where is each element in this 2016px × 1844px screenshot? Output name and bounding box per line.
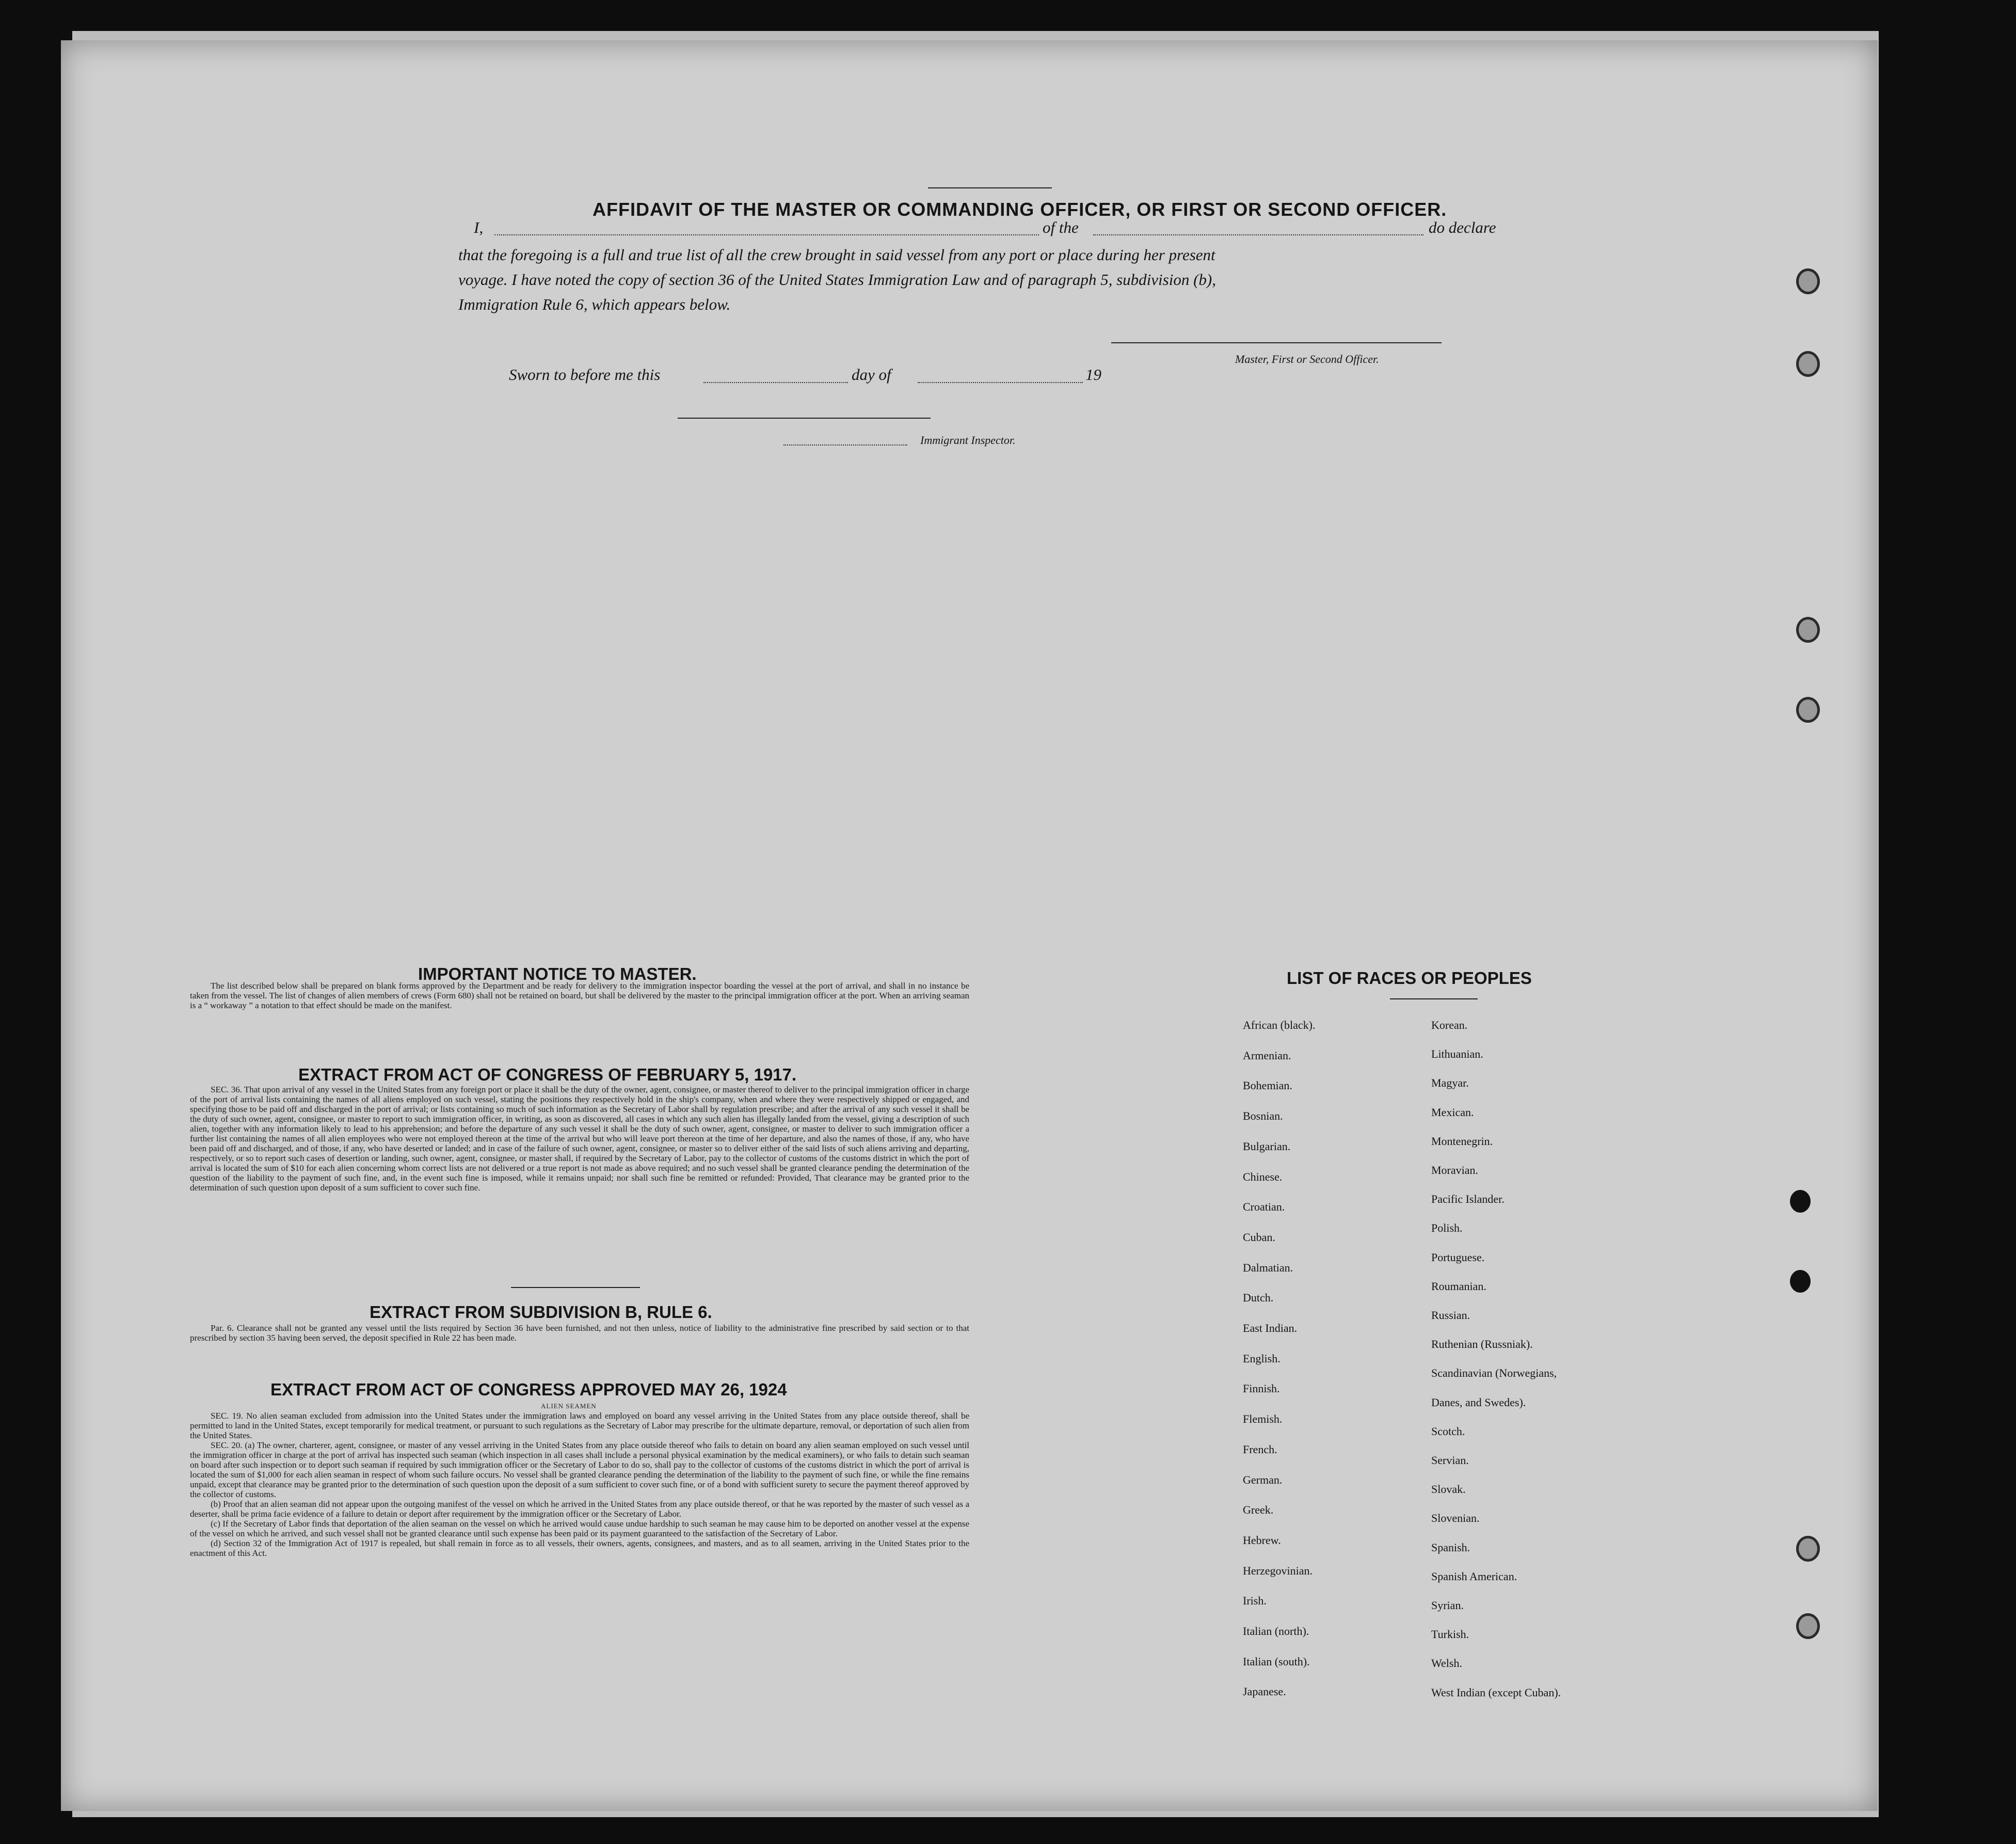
races-underline <box>1390 998 1478 999</box>
sworn-label: Sworn to before me this <box>509 365 661 384</box>
race-item: Russian. <box>1431 1309 1470 1322</box>
affidavit-i-label: I, <box>474 218 484 236</box>
race-item: Dutch. <box>1243 1291 1274 1305</box>
race-item: Finnish. <box>1243 1382 1280 1395</box>
race-item: Bulgarian. <box>1243 1139 1291 1153</box>
race-item: Slovak. <box>1431 1483 1466 1496</box>
day-of-label: day of <box>852 365 891 384</box>
race-item: Greek. <box>1243 1503 1274 1517</box>
extract-1924-subtitle: ALIEN SEAMEN <box>541 1402 597 1410</box>
race-item: Danes, and Swedes). <box>1431 1395 1526 1409</box>
sec-20b-paragraph: (b) Proof that an alien seaman did not appear upon the outgoing manifest of the vessel on which he arrived in the United States from any place outside thereof, or that he was reported by the master of such vessel as a deserter, shall be prima facie evidence of a failure to detain or deport after requirement by the immigration officer or the Secretary of Labor. <box>190 1499 969 1519</box>
affidavit-line-2: that the foregoing is a full and true list of all the crew brought in said vessel from any port or place during her present <box>458 246 1215 264</box>
race-item: French. <box>1243 1442 1277 1456</box>
sec-19-paragraph: SEC. 19. No alien seaman excluded from admission into the United States under the immigration laws and employed on board any vessel arriving in the United States from any place outside thereof, shall be permitted to land in the United States, except temporarily for medical treatment, or pursuant to such regulations as the Secretary of Labor may prescribe for the ultimate departure, removal, or deportation of such alien from the United States. <box>190 1411 969 1440</box>
race-item: Polish. <box>1431 1221 1463 1235</box>
affidavit-line-3: voyage. I have noted the copy of section 36 of the United States Immigration Law and of paragraph 5, subdivision (b), <box>458 271 1216 289</box>
affidavit-title: AFFIDAVIT OF THE MASTER OR COMMANDING OFFICER, OR FIRST OR SECOND OFFICER. <box>593 199 1447 220</box>
race-item: Croatian. <box>1243 1200 1285 1214</box>
race-item: African (black). <box>1243 1019 1316 1031</box>
binder-hole <box>1796 268 1820 294</box>
race-item: Irish. <box>1243 1594 1267 1608</box>
race-item: Montenegrin. <box>1431 1134 1493 1148</box>
binder-hole <box>1796 1536 1820 1562</box>
of-the-label: of the <box>1043 218 1079 236</box>
master-signature-line[interactable] <box>1111 342 1442 343</box>
extract-1917-title: EXTRACT FROM ACT OF CONGRESS OF FEBRUARY 5, 1917. <box>298 1065 797 1084</box>
race-item: Hebrew. <box>1243 1533 1281 1547</box>
document-page <box>61 40 1878 1811</box>
race-item: Magyar. <box>1431 1076 1469 1090</box>
race-item: Portuguese. <box>1431 1250 1485 1264</box>
notice-title: IMPORTANT NOTICE TO MASTER. <box>418 964 697 983</box>
binder-hole <box>1790 1270 1811 1293</box>
race-item: Slovenian. <box>1431 1512 1480 1525</box>
race-item: Japanese. <box>1243 1685 1286 1698</box>
race-item: Dalmatian. <box>1243 1261 1293 1274</box>
binder-hole <box>1796 1613 1820 1639</box>
extract-1924-text <box>190 1411 969 1558</box>
sec-20d-paragraph: (d) Section 32 of the Immigration Act of 1917 is repealed, but shall remain in force as to all vessels, their owners, agents, consignees, and masters, and as to all seamen, arriving in the United States prior to the enactment of this Act. <box>190 1538 969 1558</box>
race-item: East Indian. <box>1243 1322 1298 1334</box>
race-item: Mexican. <box>1431 1105 1474 1119</box>
race-item: Pacific Islander. <box>1431 1193 1505 1206</box>
inspector-signature-field[interactable] <box>783 444 907 446</box>
race-item: Bohemian. <box>1243 1079 1292 1092</box>
race-item: Lithuanian. <box>1431 1047 1483 1061</box>
sworn-month-field[interactable] <box>918 382 1083 383</box>
race-item: Korean. <box>1431 1019 1468 1031</box>
race-item: Syrian. <box>1431 1599 1464 1612</box>
race-item: Herzegovinian. <box>1243 1564 1313 1577</box>
race-item: Scandinavian (Norwegians, <box>1431 1366 1557 1380</box>
race-item: Turkish. <box>1431 1628 1469 1641</box>
name-field[interactable] <box>494 234 1039 235</box>
extract-rule6-text <box>190 1323 969 1343</box>
vessel-field[interactable] <box>1093 234 1423 235</box>
race-item: Spanish. <box>1431 1540 1470 1554</box>
race-item: English. <box>1243 1352 1281 1365</box>
race-item: Spanish American. <box>1431 1569 1517 1583</box>
inspector-top-line <box>678 418 931 419</box>
race-item: Scotch. <box>1431 1424 1465 1438</box>
sec-20c-paragraph: (c) If the Secretary of Labor finds that deportation of the alien seaman on the vessel on which he arrived would cause undue hardship to such seaman he may cause him to be deported on another vessel at the expense of the vessel on which he arrived, and such vessel shall not be granted clearance until such expense has been paid or its payment guaranteed to the satisfaction of the Secretary of Labor. <box>190 1519 969 1538</box>
title-underline <box>928 187 1052 188</box>
binder-hole <box>1796 617 1820 643</box>
races-title: LIST OF RACES OR PEOPLES <box>1287 968 1532 988</box>
race-item: Welsh. <box>1431 1657 1462 1670</box>
race-item: Chinese. <box>1243 1170 1283 1183</box>
race-item: Cuban. <box>1243 1230 1275 1244</box>
master-signature-label: Master, First or Second Officer. <box>1235 353 1379 365</box>
affidavit-line-4: Immigration Rule 6, which appears below. <box>458 295 731 313</box>
race-item: Roumanian. <box>1431 1279 1486 1293</box>
race-item: Armenian. <box>1243 1048 1291 1062</box>
race-item: Moravian. <box>1431 1164 1479 1177</box>
sworn-day-field[interactable] <box>703 382 848 383</box>
extract-rule6-paragraph: Par. 6. Clearance shall not be granted any vessel until the lists required by Section 36 have been furnished, and not then unless, notice of liability to the administrative fine prescribed by said section or to that prescribed by section 35 having been served, the deposit specified in Rule 22 has been made. <box>190 1323 969 1343</box>
binder-hole <box>1790 1190 1811 1213</box>
race-item: Italian (south). <box>1243 1655 1310 1668</box>
divider-1 <box>511 1287 640 1288</box>
race-item: Ruthenian (Russniak). <box>1431 1338 1533 1351</box>
inspector-label: Immigrant Inspector. <box>920 434 1016 447</box>
race-item: Servian. <box>1431 1454 1469 1467</box>
do-declare-label: do declare <box>1429 218 1496 236</box>
notice-text <box>190 981 969 1010</box>
extract-rule6-title: EXTRACT FROM SUBDIVISION B, RULE 6. <box>370 1302 712 1322</box>
race-item: Italian (north). <box>1243 1625 1309 1638</box>
race-item: West Indian (except Cuban). <box>1431 1686 1561 1699</box>
extract-1917-paragraph: SEC. 36. That upon arrival of any vessel in the United States from any foreign port or place it shall be the duty of the owner, agent, consignee, or master thereof to deliver to the principal immigration officer in charge of the port of arrival lists containing the names of all aliens employed on such vessel, stating the positions they respectively hold in the ship's company, when and where they were respectively shipped or engaged, and specifying those to be paid off and discharged in the port of arrival; or lists containing so much of such information as the Secretary of Labor shall by regulation prescribe; and after the arrival of any such vessel it shall be the duty of such owner, agent, consignee, or master to report to such immigration officer, in writing, as soon as discovered, all cases in which any such alien has illegally landed from the vessel, giving a description of such alien, together with any information likely to lead to his apprehension; and before the departure of any such vessel it shall be the duty of such owner, agent, consignee, or master to deliver to such immigration officer a further list containing the names of all alien employees who were not employed thereon at the time of the arrival but who will leave port thereon at the time of her departure, and also the names of those, if any, who have been paid off and discharged, and of those, if any, who have deserted or landed; and in case of the failure of such owner, agent, consignee, or master so to deliver either of the said lists of such aliens arriving and departing, respectively, or so to report such cases of desertion or landing, such owner, agent, consignee, or master shall, if required by the Secretary of Labor, pay to the collector of customs of the customs district in which the port of arrival is located the sum of $10 for each alien concerning whom correct lists are not delivered or a true report is not made as above required; and no such vessel shall be granted clearance pending the determination of the question of the liability to the payment of such fine, and, in the event such fine is imposed, while it remains unpaid; nor shall such fine be remitted or refunded: Provided, That clearance may be granted prior to the determination of such question upon deposit of a sum sufficient to cover such fine. <box>190 1085 969 1193</box>
race-item: German. <box>1243 1473 1283 1486</box>
year-label: 19 <box>1085 365 1101 384</box>
binder-hole <box>1796 697 1820 723</box>
notice-paragraph: The list described below shall be prepared on blank forms approved by the Department and be ready for delivery to the immigration inspector boarding the vessel at the port of arrival, and shall in no instance be taken from the vessel. The list of changes of alien members of crews (Form 680) shall not be retained on board, but shall be delivered by the master to the principal immigration officer at the port. When an arriving seaman is a “ workaway ” a notation to that effect should be made on the manifest. <box>190 981 969 1010</box>
sec-20a-paragraph: SEC. 20. (a) The owner, charterer, agent, consignee, or master of any vessel arriving in the United States from any place outside thereof who fails to detain on board any alien seaman employed on such vessel until the immigration officer in charge at the port of arrival has inspected such seaman (which inspection in all cases shall include a personal physical examination by the medical examiners), or who fails to detain such seaman on board after such inspection or to deport such seaman if required by such immigration officer or the Secretary of Labor to do so, shall pay to the collector of customs of the customs district in which the port of arrival is located the sum of $1,000 for each alien seaman in respect of whom such failure occurs. No vessel shall be granted clearance pending the determination of the liability to the payment of such fine, or while the fine remains unpaid, except that clearance may be granted prior to the determination of such question upon the deposit of a sum sufficient to cover such fine, or of a bond with sufficient surety to secure the payment thereof approved by the collector of customs. <box>190 1440 969 1499</box>
race-item: Bosnian. <box>1243 1109 1283 1123</box>
race-item: Flemish. <box>1243 1412 1283 1426</box>
extract-1917-text <box>190 1085 969 1193</box>
extract-1924-title: EXTRACT FROM ACT OF CONGRESS APPROVED MAY 26, 1924 <box>270 1380 787 1399</box>
binder-hole <box>1796 351 1820 377</box>
